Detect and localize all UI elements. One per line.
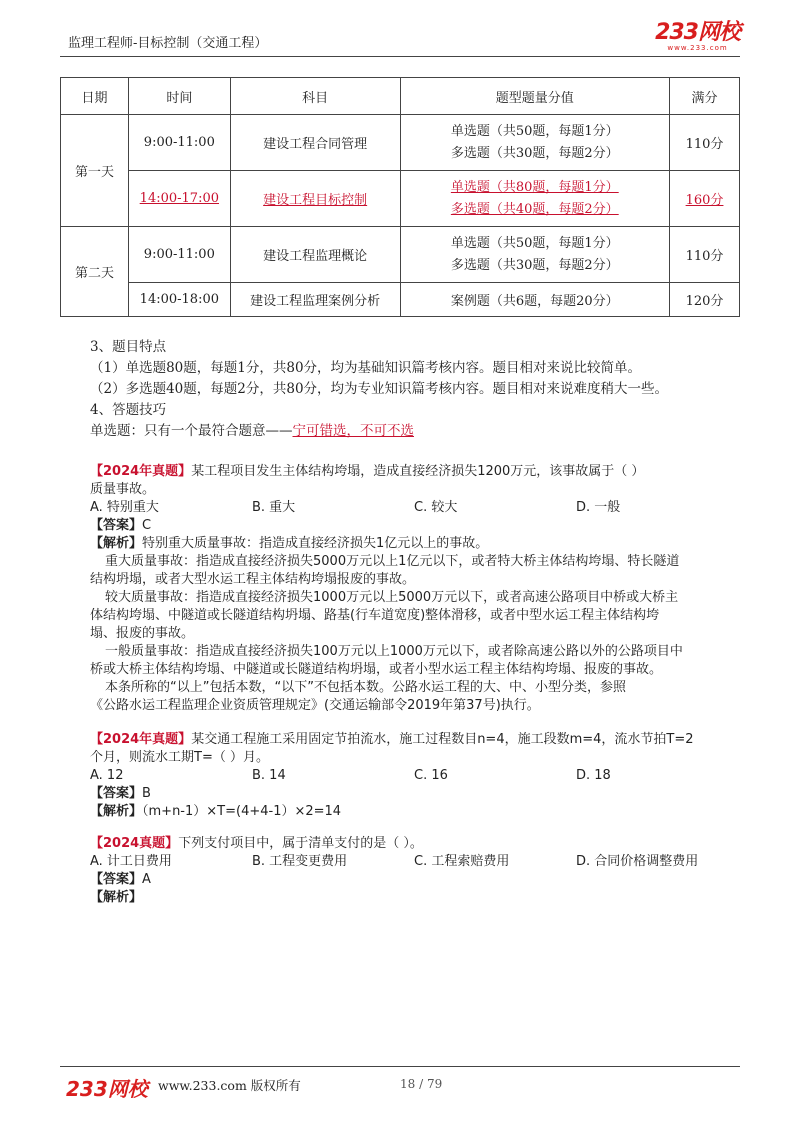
time-cell: 14:00-18:00 [128,283,230,317]
option-d: D. 一般 [576,500,621,515]
tip-emphasis: 宁可错选，不可不选 [292,423,414,439]
analysis-text: 《公路水运工程监理企业资质管理规定》(交通运输部令2019年第37号)执行。 [90,698,540,713]
question-type-cell: 案例题（共6题，每题20分） [400,283,670,317]
analysis-text: 桥或大桥主体结构垮塌、中隧道或长隧道结构坍塌，或者小型水运工程主体结构垮塌、报废的事故。 [90,662,663,677]
analysis-text: （m+n-1）×T=(4+4-1）×2=14 [142,804,342,819]
analysis-line [90,803,341,821]
subject-cell: 建设工程监理概论 [230,227,400,283]
analysis-text: 特别重大质量事故：指造成直接经济损失1亿元以上的事故。 [142,536,489,551]
question-stem [90,463,644,481]
answer-label: 【答案】 [90,786,143,801]
score-cell: 120分 [670,283,740,317]
question-tag: 【2024年真题】 [90,732,192,747]
question-type-line: 多选题（共30题，每题2分） [450,257,619,273]
question-type-line: 多选题（共40题，每题2分） [450,201,619,217]
option-c: C. 工程索赔费用 [414,854,510,869]
option-c: C. 16 [414,768,448,783]
section-heading: 4、答题技巧 [90,402,167,418]
answer-line [90,871,151,889]
answer-line [90,785,151,803]
header-time: 时间 [128,78,230,115]
page-number: 18 / 79 [400,1077,443,1091]
exam-schedule-table [60,77,740,317]
question-stem [90,731,694,749]
footer-logo: 233网校 [66,1077,148,1101]
brand-logo-text: 233网校 [655,20,740,45]
tip-prefix: 单选题：只有一个最符合题意—— [90,423,293,439]
footer-copyright: www.233.com 版权所有 [158,1078,301,1093]
question-type-line: 单选题（共50题，每题1分） [450,235,619,251]
score-cell: 110分 [670,227,740,283]
option-a: A. 特别重大 [90,500,159,515]
answer-value: A [142,872,151,887]
paragraph: （2）多选题40题，每题2分，共80分，均为专业知识篇考核内容。题目相对来说难度稍大一些。 [90,381,669,397]
option-a: A. 计工日费用 [90,854,172,869]
time-cell: 9:00-11:00 [128,227,230,283]
section-heading: 3、题目特点 [90,339,167,355]
question-type-line: 多选题（共30题，每题2分） [450,145,619,161]
answer-label: 【答案】 [90,518,143,533]
analysis-label: 【解析】 [90,804,143,819]
answer-label: 【答案】 [90,872,143,887]
analysis-text: 较大质量事故：指造成直接经济损失1000万元以上5000万元以下，或者高速公路项目中桥或大桥主 [105,590,679,605]
subject-cell: 建设工程目标控制 [230,171,400,227]
option-b: B. 14 [252,768,286,783]
analysis-line [90,535,488,553]
question-stem-text: 下列支付项目中，属于清单支付的是（ ）。 [178,836,423,851]
question-type-cell [400,115,670,171]
tip-line [90,421,414,442]
analysis-text: 塌、报废的事故。 [90,626,195,641]
question-stem-text: 某交通工程施工采用固定节拍流水，施工过程数目n=4，施工段数m=4，流水节拍T=2 [191,732,694,747]
question-stem-cont: 质量事故。 [90,482,156,497]
question-tag: 【2024真题】 [90,836,179,851]
document-title: 监理工程师-目标控制（交通工程） [68,36,268,51]
option-b: B. 工程变更费用 [252,854,348,869]
page-footer [60,1066,740,1101]
option-b: B. 重大 [252,500,296,515]
option-a: A. 12 [90,768,124,783]
brand-logo-url: www.233.com [667,44,728,52]
option-d: D. 18 [576,768,611,783]
question-stem-cont: 个月，则流水工期T=（ ）月。 [90,750,269,765]
time-cell: 9:00-11:00 [128,115,230,171]
table-row [61,115,740,171]
time-cell: 14:00-17:00 [128,171,230,227]
answer-value: C [142,518,152,533]
question-type-line: 单选题（共50题，每题1分） [450,123,619,139]
header-full-score: 满分 [670,78,740,115]
answer-line [90,517,151,535]
question-type-cell [400,171,670,227]
analysis-label-text: 【解析】 [90,890,143,905]
score-cell: 110分 [670,115,740,171]
day-two-cell: 第二天 [61,227,129,317]
header-question-types: 题型题量分值 [400,78,670,115]
analysis-text: 本条所称的“以上”包括本数，“以下”不包括本数。公路水运工程的大、中、小型分类，参照 [105,680,626,695]
subject-cell: 建设工程合同管理 [230,115,400,171]
question-stem [90,835,423,853]
question-tag: 【2024年真题】 [90,464,192,479]
question-type-line: 单选题（共80题，每题1分） [450,179,619,195]
analysis-label: 【解析】 [90,536,143,551]
analysis-text: 体结构垮塌、中隧道或长隧道结构坍塌、路基(行车道宽度)整体滑移，或者中型水运工程主体结构垮 [90,608,660,623]
brand-logo [655,22,740,52]
answer-value: B [142,786,151,801]
question-stem-text: 某工程项目发生主体结构垮塌，造成直接经济损失1200万元，该事故属于（ ） [191,464,645,479]
option-c: C. 较大 [414,500,458,515]
table-row-highlighted [61,171,740,227]
header-date: 日期 [61,78,129,115]
header-subject: 科目 [230,78,400,115]
subject-cell: 建设工程监理案例分析 [230,283,400,317]
table-row [61,283,740,317]
table-header-row [61,78,740,115]
page-header [60,22,740,57]
analysis-text: 一般质量事故：指造成直接经济损失100万元以上1000万元以下，或者除高速公路以外的公路项目中 [105,644,683,659]
question-type-cell [400,227,670,283]
table-row [61,227,740,283]
analysis-label [90,889,142,907]
option-d: D. 合同价格调整费用 [576,854,699,869]
day-one-cell: 第一天 [61,115,129,227]
score-cell: 160分 [670,171,740,227]
analysis-text: 重大质量事故：指造成直接经济损失5000万元以上1亿元以下，或者特大桥主体结构垮塌、特长隧道 [105,554,680,569]
paragraph: （1）单选题80题，每题1分，共80分，均为基础知识篇考核内容。题目相对来说比较简单。 [90,360,642,376]
analysis-text: 结构坍塌，或者大型水运工程主体结构垮塌报废的事故。 [90,572,416,587]
